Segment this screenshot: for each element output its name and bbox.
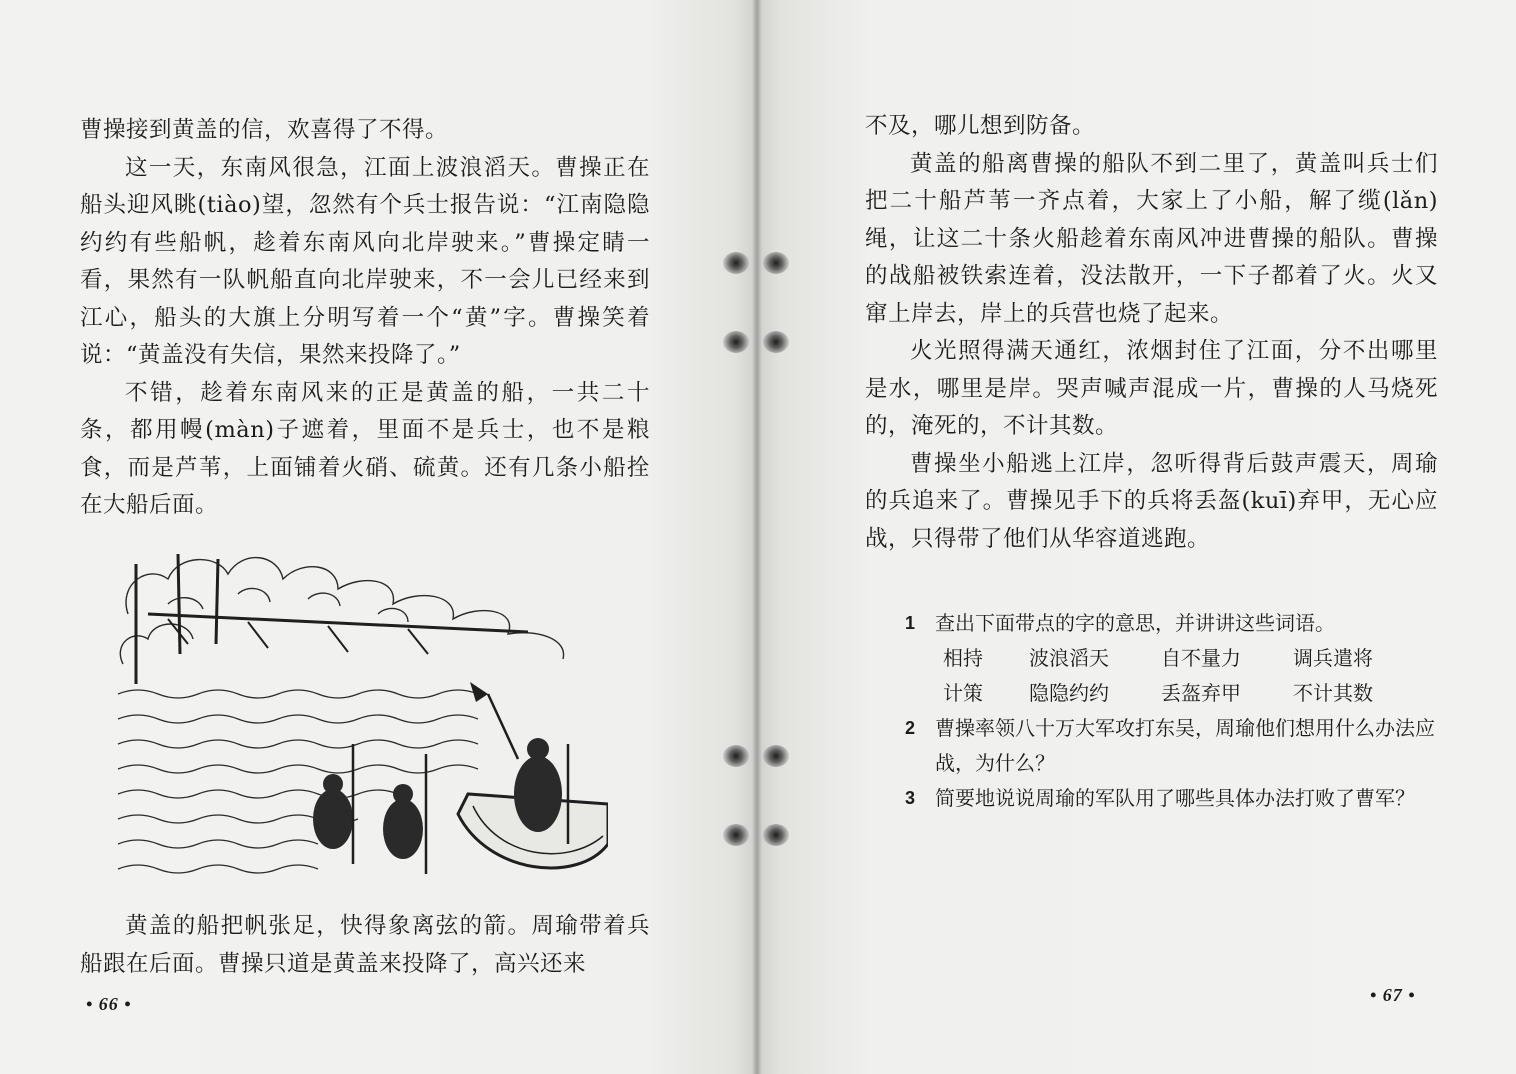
vocab-word: 调兵遣将 <box>1293 646 1373 670</box>
exercise-2 <box>905 711 1445 781</box>
left-text-top <box>80 112 650 525</box>
vocabulary-grid <box>943 641 1445 711</box>
exercises <box>905 606 1445 816</box>
right-paragraph-3: 火光照得满天通红，浓烟封住了江面，分不出哪里是水，哪里是岸。哭声喊声混成一片，曹操的人马烧死的，淹死的，不计其数。 <box>865 338 1438 439</box>
binding-hole-icon <box>763 252 789 274</box>
vocab-word: 相持 <box>943 646 983 670</box>
exercise-1 <box>905 606 1445 641</box>
vocab-word: 自不量力 <box>1161 646 1241 670</box>
page-number-right: • 67 • <box>1370 985 1416 1005</box>
right-text-top <box>865 108 1438 558</box>
exercise-text: 查出下面带点的字的意思，并讲讲这些词语。 <box>935 611 1335 635</box>
exercise-number: 2 <box>905 718 916 738</box>
left-page <box>0 0 757 1074</box>
right-paragraph-1: 不及，哪儿想到防备。 <box>865 113 1096 139</box>
left-paragraph-3: 不错，趁着东南风来的正是黄盖的船，一共二十条，都用幔(màn)子遮着，里面不是兵士，也不是粮食，而是芦苇，上面铺着火硝、硫黄。还有几条小船拴在大船后面。 <box>80 379 650 518</box>
right-paragraph-4: 曹操坐小船逃上江岸，忽听得背后鼓声震天，周瑜的兵追来了。曹操见手下的兵将丢盔(kuī)弃甲，无心应战，只得带了他们从华容道逃跑。 <box>865 450 1438 552</box>
left-paragraph-1: 曹操接到黄盖的信，欢喜得了不得。 <box>80 117 449 143</box>
exercise-text: 曹操率领八十万大军攻打东吴，周瑜他们想用什么办法应战，为什么？ <box>935 716 1435 775</box>
vocab-word: 计策 <box>943 681 983 705</box>
binding-hole-icon <box>723 745 749 767</box>
exercise-number: 1 <box>905 613 916 633</box>
left-paragraph-2: 这一天，东南风很急，江面上波浪滔天。曹操正在船头迎风眺(tiào)望，忽然有个兵士报告说：“江南隐隐约约有些船帆，趁着东南风向北岸驶来。”曹操定睛一看，果然有一队帆船直向北岸驶来，不一会儿已经来到江心，船头的大旗上分明写着一个“黄”字。曹操笑着说：“黄盖没有失信，果然来投降了。” <box>80 154 650 368</box>
vocab-word: 波浪滔天 <box>1029 646 1109 670</box>
binding-hole-icon <box>723 824 749 846</box>
binding-hole-icon <box>723 252 749 274</box>
right-page <box>757 0 1516 1074</box>
vocab-word: 不计其数 <box>1293 681 1373 705</box>
woodcut-battle-illustration-icon <box>108 544 608 890</box>
exercise-number: 3 <box>905 788 916 808</box>
left-text-bottom <box>80 908 650 983</box>
vocab-word: 隐隐约约 <box>1029 681 1109 705</box>
binding-hole-icon <box>763 824 789 846</box>
right-paragraph-2: 黄盖的船离曹操的船队不到二里了，黄盖叫兵士们把二十船芦苇一齐点着，大家上了小船，解了缆(lǎn)绳，让这二十条火船趁着东南风冲进曹操的船队。曹操的战船被铁索连着，没法散开，一下子都着了火。火又窜上岸去，岸上的兵营也烧了起来。 <box>865 150 1438 327</box>
vocab-word: 丢盔弃甲 <box>1161 681 1241 705</box>
binding-hole-icon <box>723 331 749 353</box>
binding-hole-icon <box>763 331 789 353</box>
page-number-left: • 66 • <box>86 994 132 1014</box>
exercise-3 <box>905 781 1445 816</box>
exercise-text: 简要地说说周瑜的军队用了哪些具体办法打败了曹军？ <box>935 786 1415 810</box>
binding-hole-icon <box>763 745 789 767</box>
book-gutter <box>752 0 762 1074</box>
left-paragraph-4: 黄盖的船把帆张足，快得象离弦的箭。周瑜带着兵船跟在后面。曹操只道是黄盖来投降了，高兴还来 <box>80 913 650 977</box>
